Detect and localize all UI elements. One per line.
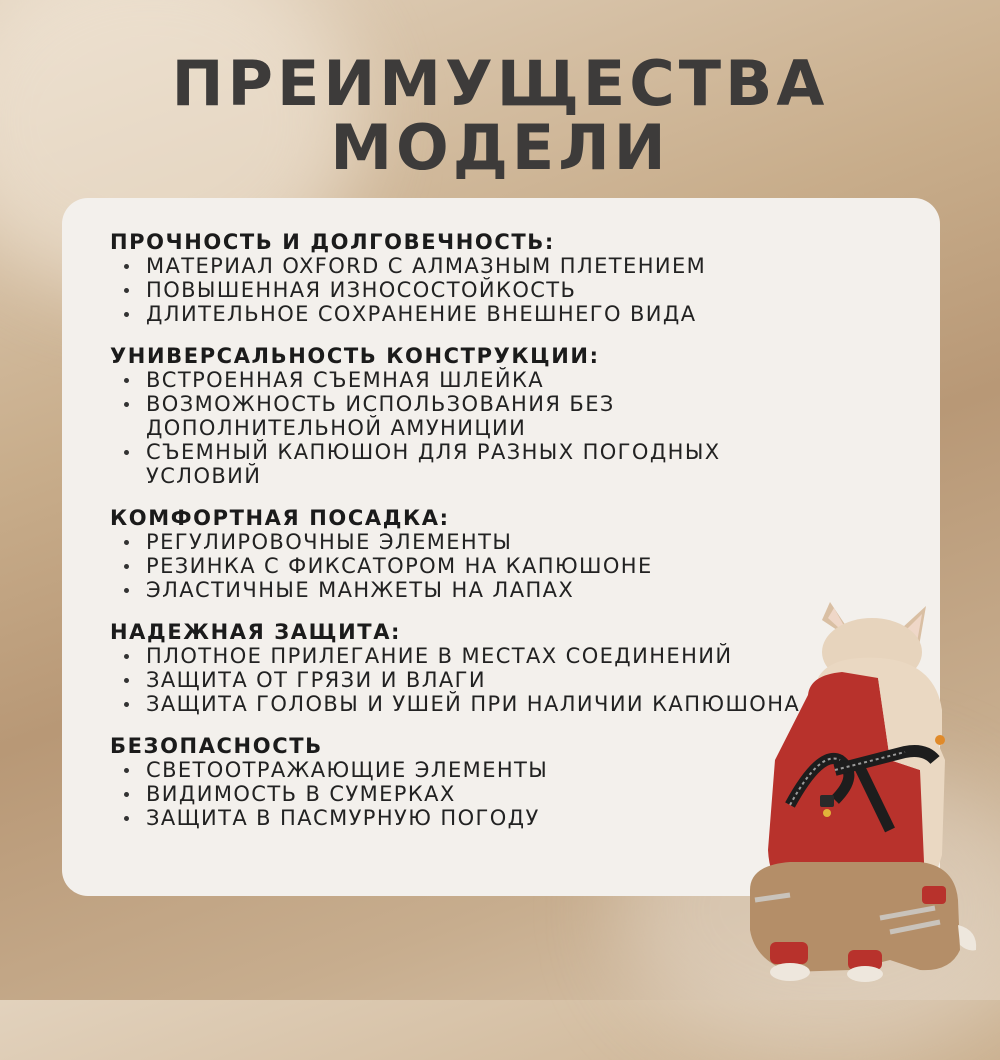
list-item: СЪЕМНЫЙ КАПЮШОН ДЛЯ РАЗНЫХ ПОГОДНЫХ УСЛОВИЙ <box>110 440 830 488</box>
title-line-1: ПРЕИМУЩЕСТВА <box>171 47 829 120</box>
list-item: ЗАЩИТА В ПАСМУРНУЮ ПОГОДУ <box>110 806 830 830</box>
section-versatility <box>110 344 830 488</box>
bullet-icon <box>124 264 129 269</box>
list-item: ЭЛАСТИЧНЫЕ МАНЖЕТЫ НА ЛАПАХ <box>110 578 830 602</box>
list-item: ЗАЩИТА ГОЛОВЫ И УШЕЙ ПРИ НАЛИЧИИ КАПЮШОНА <box>110 692 830 716</box>
bullet-icon <box>124 588 129 593</box>
bullet-icon <box>124 768 129 773</box>
dog-in-jacket-illustration <box>730 600 1000 990</box>
bullet-icon <box>124 378 129 383</box>
list-item: СВЕТООТРАЖАЮЩИЕ ЭЛЕМЕНТЫ <box>110 758 830 782</box>
list-item: ВИДИМОСТЬ В СУМЕРКАХ <box>110 782 830 806</box>
bullet-icon <box>124 792 129 797</box>
dog-tail <box>958 925 976 950</box>
section-heading: КОМФОРТНАЯ ПОСАДКА: <box>110 506 450 530</box>
bullet-icon <box>124 312 129 317</box>
list-item: РЕГУЛИРОВОЧНЫЕ ЭЛЕМЕНТЫ <box>110 530 830 554</box>
bullet-icon <box>124 450 129 455</box>
section-heading: БЕЗОПАСНОСТЬ <box>110 734 323 758</box>
bullet-icon <box>124 540 129 545</box>
list-item: ПОВЫШЕННАЯ ИЗНОСОСТОЙКОСТЬ <box>110 278 830 302</box>
bullet-icon <box>124 402 129 407</box>
section-durability <box>110 230 830 326</box>
list-item: ЗАЩИТА ОТ ГРЯЗИ И ВЛАГИ <box>110 668 830 692</box>
list-item: РЕЗИНКА С ФИКСАТОРОМ НА КАПЮШОНЕ <box>110 554 830 578</box>
benefits-list <box>110 230 830 848</box>
bullet-icon <box>124 564 129 569</box>
page-title <box>0 47 1000 184</box>
bullet-icon <box>124 654 129 659</box>
section-protection <box>110 620 830 716</box>
bullet-icon <box>124 816 129 821</box>
bullet-icon <box>124 288 129 293</box>
list-item: МАТЕРИАЛ OXFORD С АЛМАЗНЫМ ПЛЕТЕНИЕМ <box>110 254 830 278</box>
section-heading: ПРОЧНОСТЬ И ДОЛГОВЕЧНОСТЬ: <box>110 230 555 254</box>
list-item: ВСТРОЕННАЯ СЪЕМНАЯ ШЛЕЙКА <box>110 368 830 392</box>
bullet-icon <box>124 702 129 707</box>
dog-paw <box>770 963 810 981</box>
section-heading: НАДЕЖНАЯ ЗАЩИТА: <box>110 620 402 644</box>
list-item: ПЛОТНОЕ ПРИЛЕГАНИЕ В МЕСТАХ СОЕДИНЕНИЙ <box>110 644 830 668</box>
list-item: ДЛИТЕЛЬНОЕ СОХРАНЕНИЕ ВНЕШНЕГО ВИДА <box>110 302 830 326</box>
bullet-icon <box>124 678 129 683</box>
section-heading: УНИВЕРСАЛЬНОСТЬ КОНСТРУКЦИИ: <box>110 344 600 368</box>
hood-toggle <box>935 735 945 745</box>
harness-buckle <box>820 795 834 807</box>
title-line-2: МОДЕЛИ <box>330 111 670 184</box>
section-safety <box>110 734 830 830</box>
list-item: ВОЗМОЖНОСТЬ ИСПОЛЬЗОВАНИЯ БЕЗ ДОПОЛНИТЕЛЬНОЙ АМУНИЦИИ <box>110 392 830 440</box>
section-comfort-fit <box>110 506 830 602</box>
pant-cuff <box>770 942 808 964</box>
